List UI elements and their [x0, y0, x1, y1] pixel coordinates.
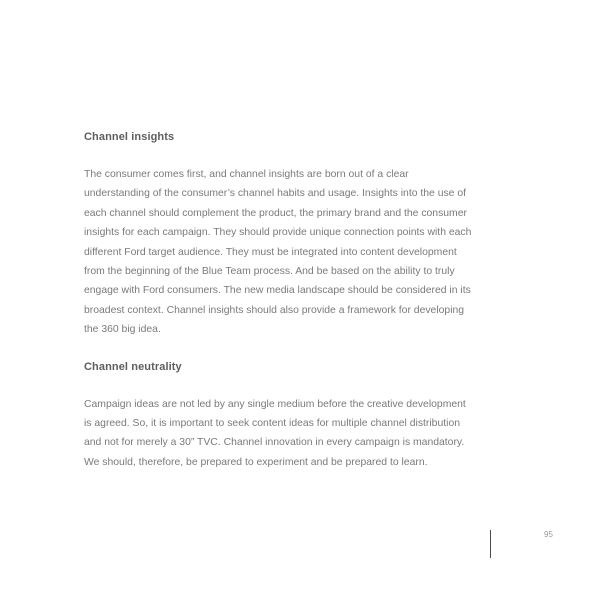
- text-line: Campaign ideas are not led by any single medium before the creative development: [84, 398, 466, 410]
- section-heading-channel-neutrality: Channel neutrality: [84, 360, 182, 373]
- text-line: different Ford target audience. They must be integrated into content development: [84, 246, 457, 258]
- footer-divider: [490, 530, 491, 558]
- text-line: each channel should complement the product, the primary brand and the consumer: [84, 207, 467, 219]
- text-line: insights for each campaign. They should provide unique connection points with each: [84, 227, 472, 239]
- paragraph-channel-neutrality: [84, 395, 504, 473]
- text-line: and not for merely a 30” TVC. Channel innovation in every campaign is mandatory.: [84, 437, 465, 449]
- text-line: understanding of the consumer’s channel habits and usage. Insights into the use of: [84, 188, 467, 200]
- text-line: from the beginning of the Blue Team process. And be based on the ability to truly: [84, 266, 455, 278]
- text-line: We should, therefore, be prepared to experiment and be prepared to learn.: [84, 456, 428, 468]
- text-line: is agreed. So, it is important to seek content ideas for multiple channel distribution: [84, 418, 460, 430]
- text-line: The consumer comes first, and channel insights are born out of a clear: [84, 169, 409, 180]
- page-number: 95: [544, 530, 553, 539]
- section-heading-channel-insights: Channel insights: [84, 131, 175, 143]
- text-line: the 360 big idea.: [84, 324, 161, 336]
- text-line: broadest context. Channel insights should also provide a framework for developing: [84, 304, 465, 316]
- paragraph-channel-insights: [84, 165, 504, 340]
- content-column: [84, 128, 504, 472]
- text-line: engage with Ford consumers. The new media landscape should be considered in its: [84, 285, 471, 297]
